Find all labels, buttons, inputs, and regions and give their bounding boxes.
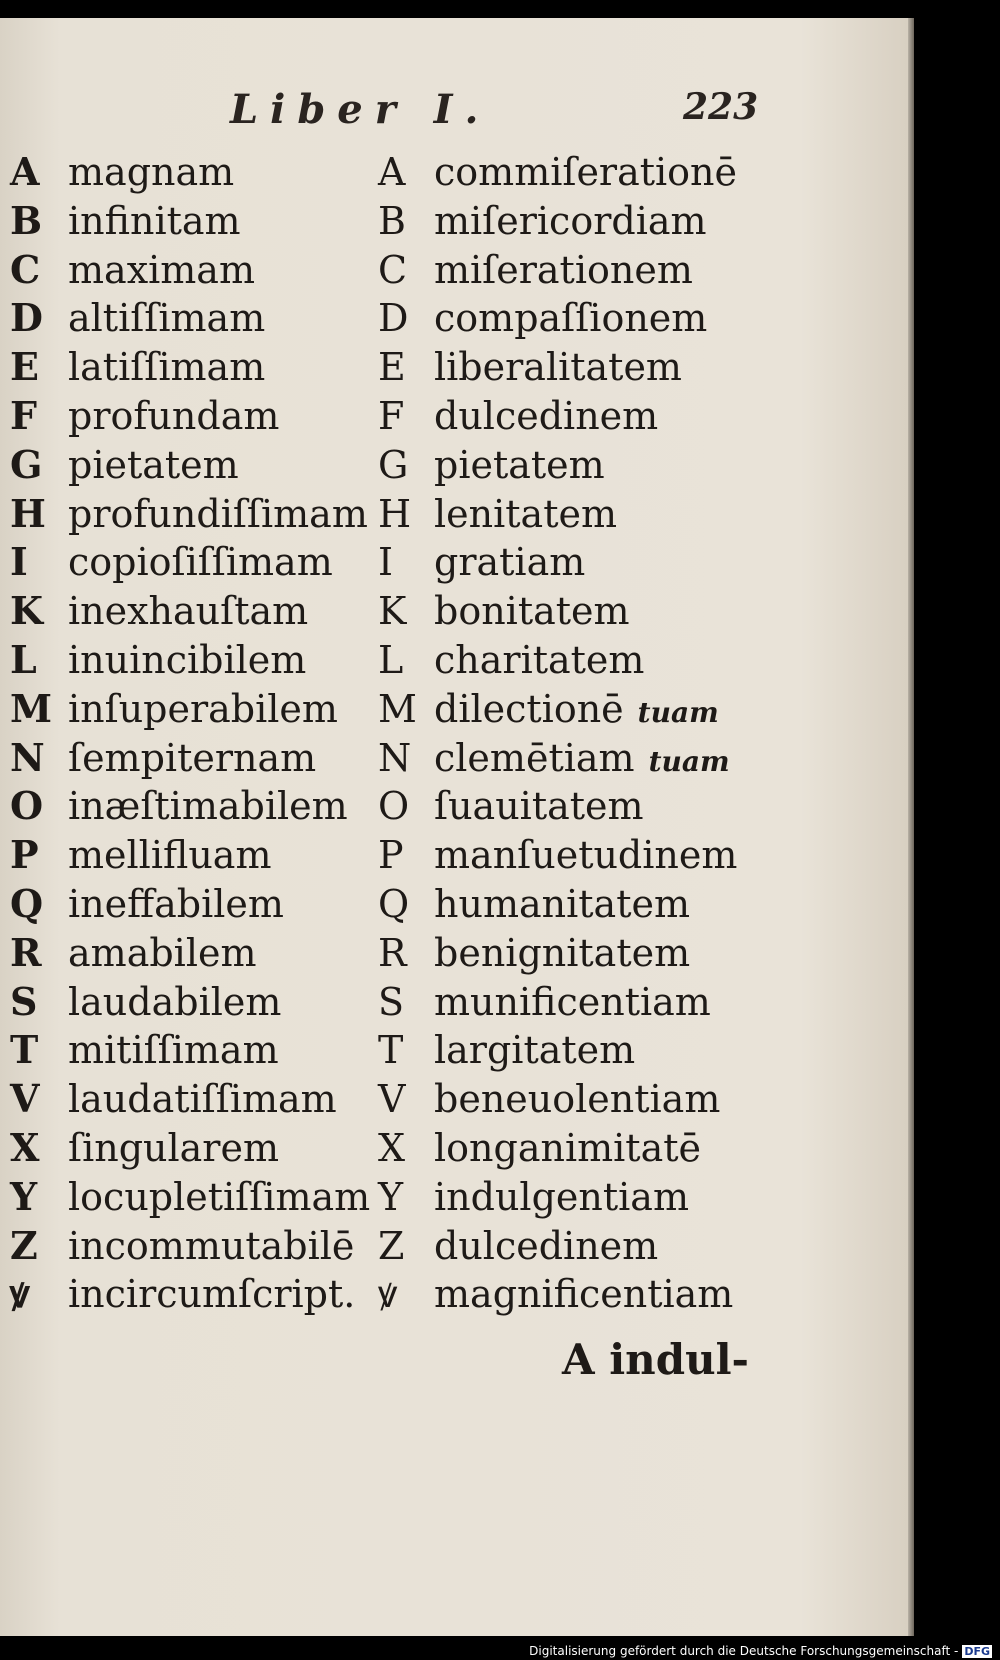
right-letter: Q (378, 881, 410, 926)
right-letter: V (378, 1077, 406, 1122)
right-letter: O (378, 784, 410, 829)
right-letter: P (378, 833, 404, 878)
table-row (0, 1026, 760, 1075)
table-row (0, 978, 760, 1027)
left-letter: N (10, 734, 45, 780)
footer-text: Digitalisierung gefördert durch die Deutsche Forschungsgemeinschaft - (529, 1644, 959, 1658)
table-row (0, 831, 760, 880)
left-letter: T (10, 1027, 39, 1073)
left-letter: D (10, 295, 43, 341)
right-letter: N (378, 735, 412, 780)
italic-note: tuam (637, 695, 719, 729)
left-word: incommutabilē (68, 1223, 355, 1268)
left-letter: Z (10, 1222, 38, 1268)
right-word: humanitatem (434, 881, 690, 926)
right-word: dulcedinem (434, 1223, 659, 1268)
italic-note: tuam (648, 744, 730, 778)
right-letter: I (378, 540, 394, 585)
left-word: mitiſſimam (68, 1028, 279, 1073)
left-word: copioſiſſimam (68, 540, 333, 585)
table-row (0, 880, 760, 929)
left-letter: F (10, 392, 37, 438)
table-row (0, 1222, 760, 1271)
right-letter: ꝟ (378, 1272, 398, 1317)
left-letter: X (10, 1124, 40, 1170)
right-letter: R (378, 930, 407, 975)
right-word: bonitatem (434, 589, 630, 634)
table-row (0, 782, 760, 831)
left-word: locupletiſſimam (68, 1174, 371, 1219)
page-edge (908, 18, 914, 1636)
right-letter: G (378, 442, 409, 487)
left-letter: C (10, 246, 41, 292)
right-letter: B (378, 198, 406, 243)
catchword: A indul- (562, 1335, 749, 1384)
table-row (0, 246, 760, 295)
left-letter: H (10, 490, 46, 536)
left-word: inæſtimabilem (68, 784, 348, 829)
word-text: clemētiam (434, 735, 635, 780)
left-word: latiſſimam (68, 345, 266, 390)
left-letter: L (10, 636, 37, 682)
left-word: amabilem (68, 930, 257, 975)
right-word: commiſerationē (434, 150, 738, 194)
left-word: inexhauſtam (68, 589, 309, 634)
dfg-logo: DFG (964, 1645, 990, 1658)
table-row (0, 636, 760, 685)
left-word: ſingularem (68, 1125, 279, 1170)
left-letter: S (10, 978, 38, 1024)
right-word: miſerationem (434, 247, 693, 292)
right-letter: Z (378, 1223, 405, 1268)
right-letter: L (378, 637, 404, 682)
left-word: inſuperabilem (68, 686, 338, 731)
table-row (0, 1270, 760, 1319)
right-letter: E (378, 345, 406, 390)
right-word: gratiam (434, 540, 586, 585)
table-row (0, 929, 760, 978)
word-table (0, 148, 760, 1319)
table-row (0, 343, 760, 392)
right-word: manſuetudinem (434, 833, 738, 878)
right-word: compaſſionem (434, 296, 708, 341)
left-word: maximam (68, 247, 255, 292)
left-letter: Q (10, 880, 44, 926)
left-word: mellifluam (68, 833, 272, 878)
right-word: largitatem (434, 1028, 636, 1073)
table-row (0, 1173, 760, 1222)
left-letter: A (10, 149, 40, 194)
right-letter: F (378, 393, 405, 438)
right-word: indulgentiam (434, 1174, 689, 1219)
left-letter: B (10, 197, 43, 243)
left-word: profundiſſimam (68, 491, 368, 536)
table-row (0, 685, 760, 734)
table-row (0, 734, 760, 783)
table-row (0, 490, 760, 539)
left-word: ſempiternam (68, 735, 317, 780)
right-word: magnificentiam (434, 1272, 734, 1317)
left-word: laudabilem (68, 979, 282, 1024)
table-row (0, 441, 760, 490)
right-word: liberalitatem (434, 345, 682, 390)
table-row (0, 587, 760, 636)
right-word: dulcedinem (434, 393, 659, 438)
left-word: ineffabilem (68, 881, 284, 926)
right-word (434, 734, 730, 786)
left-letter: G (10, 441, 43, 487)
word-text: dilectionē (434, 686, 624, 731)
left-word: laudatiſſimam (68, 1077, 337, 1122)
right-word: beneuolentiam (434, 1077, 721, 1122)
right-word: miſericordiam (434, 198, 707, 243)
right-word: munificentiam (434, 979, 711, 1024)
right-letter: C (378, 247, 408, 292)
right-word: lenitatem (434, 491, 617, 536)
digitization-footer (529, 1644, 992, 1658)
right-word (434, 685, 719, 737)
left-letter: R (10, 929, 42, 975)
table-row (0, 392, 760, 441)
left-word: magnam (68, 150, 235, 194)
right-letter: D (378, 296, 409, 341)
page-header (0, 86, 760, 142)
page-number: 223 (683, 86, 759, 128)
table-row (0, 1075, 760, 1124)
right-word: pietatem (434, 442, 605, 487)
left-letter: ꝟ (10, 1271, 30, 1317)
right-letter: T (378, 1028, 404, 1073)
left-letter: P (10, 832, 39, 878)
running-head: Liber I. (230, 86, 491, 133)
right-letter: H (378, 491, 412, 536)
right-word: longanimitatē (434, 1125, 701, 1170)
right-word: ſuauitatem (434, 784, 644, 829)
table-row (0, 1124, 760, 1173)
right-letter: Y (378, 1174, 404, 1219)
right-letter: X (378, 1125, 406, 1170)
left-word: incircumſcript. (68, 1272, 356, 1317)
left-word: pietatem (68, 442, 239, 487)
right-letter: K (378, 589, 407, 634)
left-word: altiſſimam (68, 296, 266, 341)
table-row (0, 148, 760, 197)
left-letter: V (10, 1076, 40, 1122)
right-letter: A (378, 150, 406, 194)
table-row (0, 294, 760, 343)
left-word: infinitam (68, 198, 241, 243)
right-word: charitatem (434, 637, 645, 682)
left-letter: O (10, 783, 44, 829)
table-row (0, 197, 760, 246)
right-letter: M (378, 686, 417, 731)
right-word: benignitatem (434, 930, 691, 975)
table-row (0, 538, 760, 587)
left-letter: K (10, 588, 44, 634)
left-letter: Y (10, 1173, 38, 1219)
right-letter: S (378, 979, 405, 1024)
left-word: profundam (68, 393, 280, 438)
left-letter: E (10, 344, 39, 390)
left-letter: M (10, 685, 53, 731)
left-word: inuincibilem (68, 637, 307, 682)
left-letter: I (10, 539, 28, 585)
